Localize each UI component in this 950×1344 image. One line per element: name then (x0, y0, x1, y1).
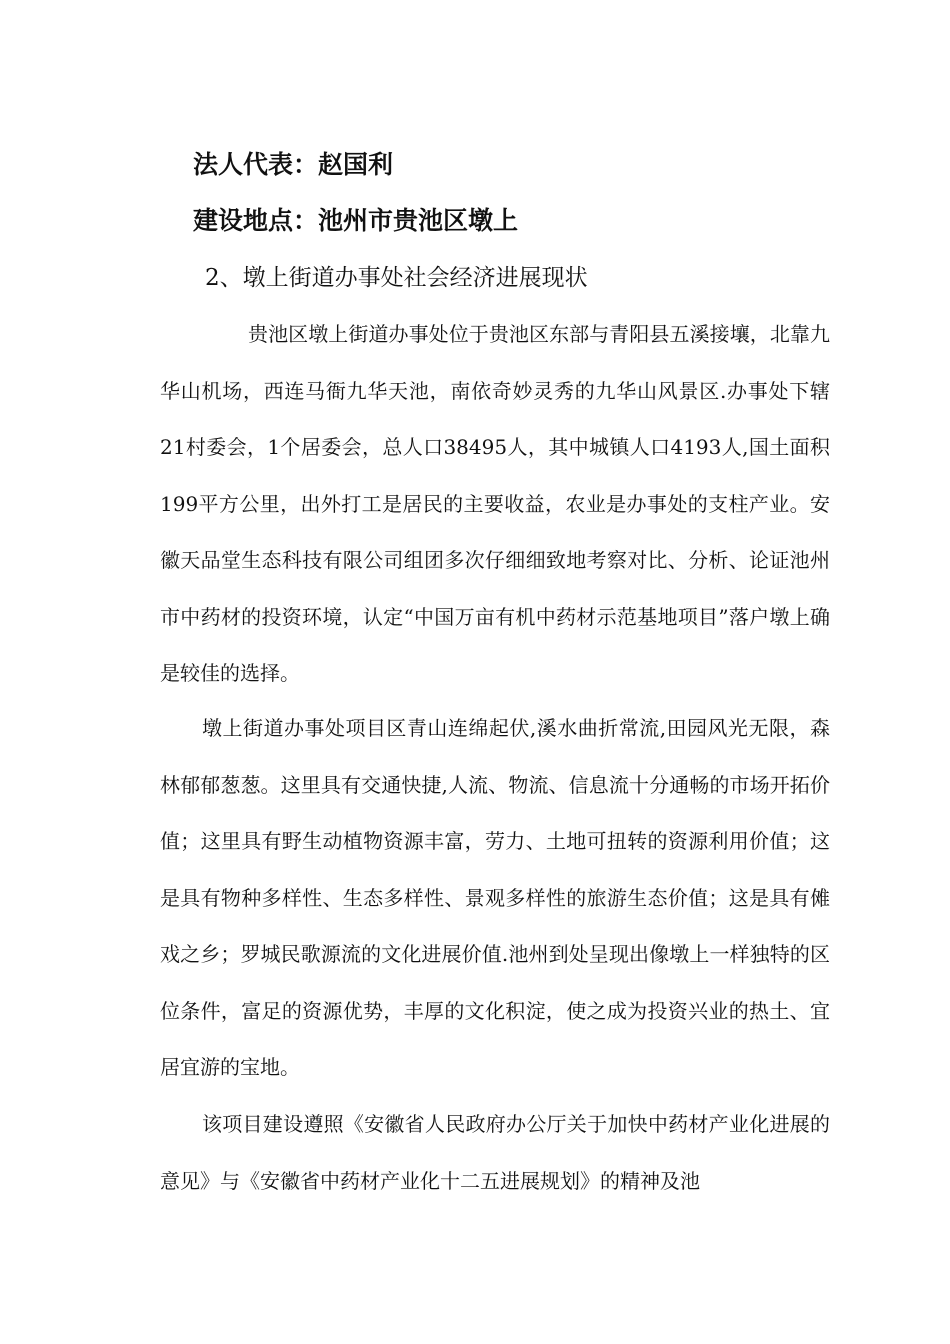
construction-site-line: 建设地点：池州市贵池区墩上 (193, 206, 519, 235)
legal-representative-line: 法人代表：赵国利 (193, 150, 394, 179)
section-heading: 2、墩上街道办事处社会经济进展现状 (205, 265, 588, 291)
paragraph-project-area-value: 墩上街道办事处项目区青山连绵起伏,溪水曲折常流,田园风光无限，森林郁郁葱葱。这里具有交通快捷,人流、物流、信息流十分通畅的市场开拓价值；这里具有野生动植物资源丰富，劳力、土地可扭转的资源利用价值；这是具有物种多样性、生态多样性、景观多样性的旅游生态价值；这是具有傩戏之乡；罗城民歌源流的文化进展价值.池州到处呈现出像墩上一样独特的区位条件，富足的资源优势，丰厚的文化积淀，使之成为投资兴业的热土、宜居宜游的宝地。 (160, 716, 830, 1079)
paragraph-policy-basis: 该项目建设遵照《安徽省人民政府办公厅关于加快中药材产业化进展的意见》与《安徽省中药材产业化十二五进展规划》的精神及池 (160, 1112, 830, 1193)
paragraph-location-overview: 贵池区墩上街道办事处位于贵池区东部与青阳县五溪接壤，北靠九华山机场，西连马衙九华天池，南依奇妙灵秀的九华山风景区.办事处下辖21村委会，1个居委会，总人口38495人，其中城镇人口4193人,国土面积199平方公里，出外打工是居民的主要收益，农业是办事处的支柱产业。安徽天品堂生态科技有限公司组团多次仔细细致地考察对比、分析、论证池州市中药材的投资环境，认定“中国万亩有机中药材示范基地项目”落户墩上确是较佳的选择。 (160, 322, 830, 685)
